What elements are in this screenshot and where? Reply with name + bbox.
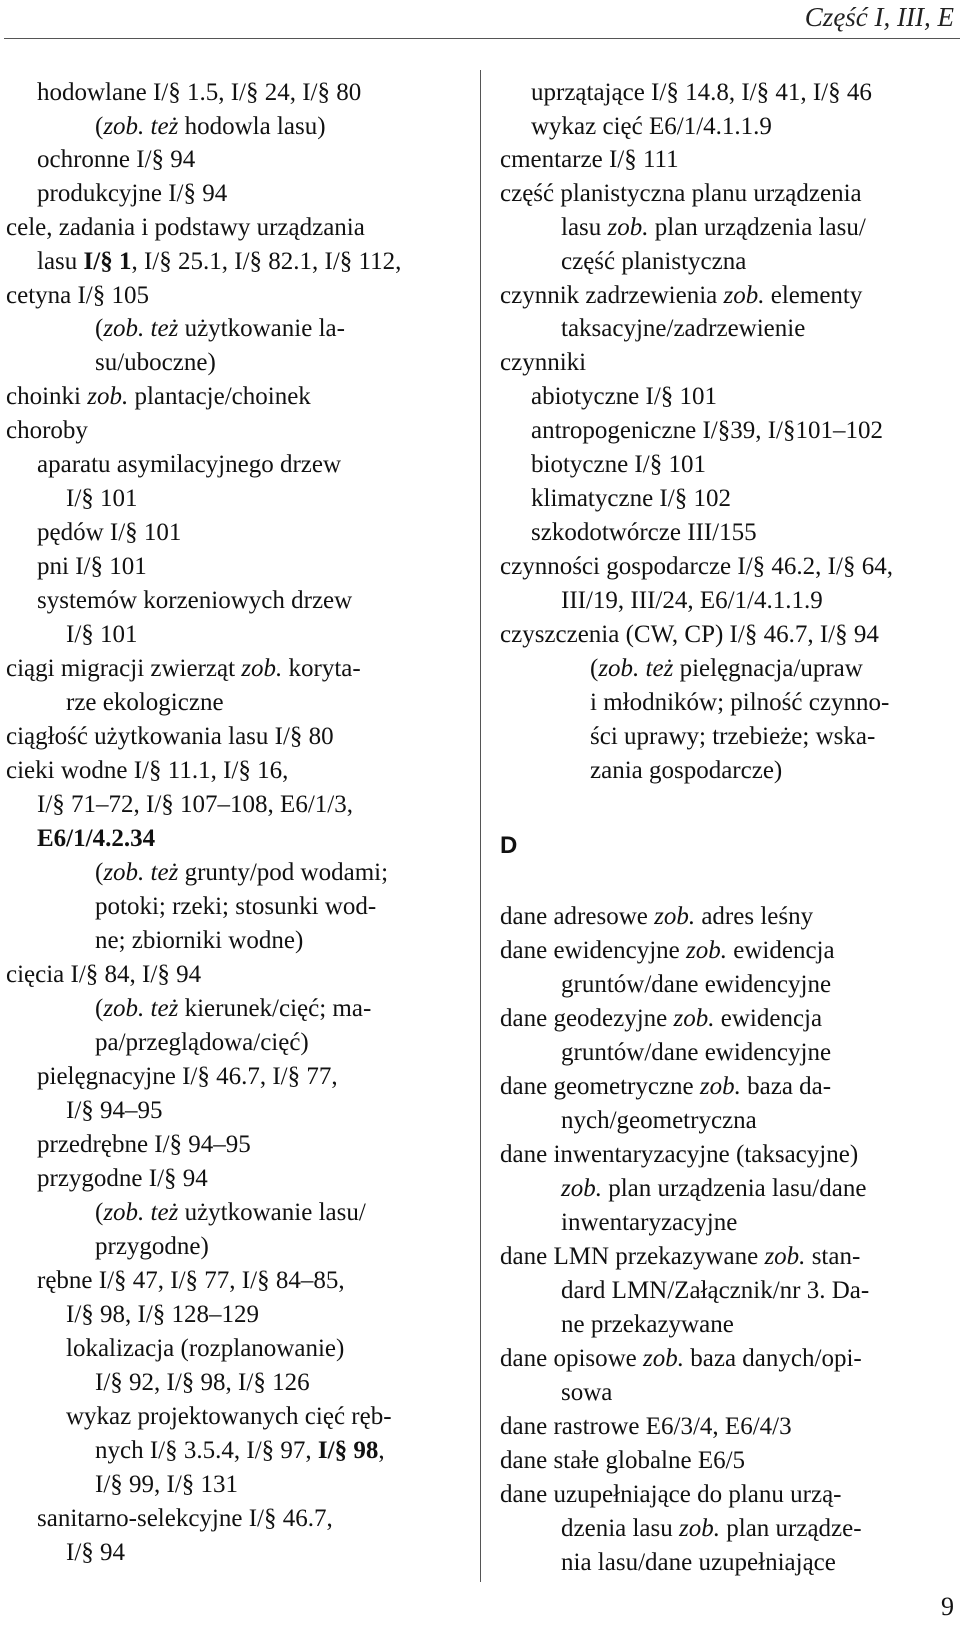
index-entry-line: I/§ 99, I/§ 131 <box>95 1471 239 1498</box>
index-entry-line: choroby <box>6 417 88 444</box>
index-entry-line: czyszczenia (CW, CP) I/§ 46.7, I/§ 94 <box>500 621 879 648</box>
section-letter: D <box>500 832 518 859</box>
index-entry-line: hodowlane I/§ 1.5, I/§ 24, I/§ 80 <box>37 79 362 106</box>
index-entry-line: dane ewidencyjne zob. ewidencja <box>500 937 835 964</box>
index-entry-line: I/§ 94–95 <box>66 1097 163 1124</box>
index-entry-line: su/uboczne) <box>95 349 216 376</box>
index-entry-line: dane adresowe zob. adres leśny <box>500 903 814 930</box>
index-entry-line: lasu I/§ 1, I/§ 25.1, I/§ 82.1, I/§ 112, <box>37 248 402 275</box>
index-entry-line: gruntów/dane ewidencyjne <box>561 971 832 998</box>
page-header <box>0 0 960 40</box>
index-entry-line: aparatu asymilacyjnego drzew <box>37 451 342 478</box>
index-entry-line: produkcyjne I/§ 94 <box>37 180 228 207</box>
index-entry-line: I/§ 92, I/§ 98, I/§ 126 <box>95 1369 310 1396</box>
index-entry-line: i młodników; pilność czynno- <box>590 689 890 716</box>
index-entry-line: ciągłość użytkowania lasu I/§ 80 <box>6 723 334 750</box>
index-entry-line: pielęgnacyjne I/§ 46.7, I/§ 77, <box>37 1063 338 1090</box>
index-entry-line: dane geometryczne zob. baza da- <box>500 1073 832 1100</box>
index-entry-line: czynniki <box>500 349 587 376</box>
index-entry-line: dane geodezyjne zob. ewidencja <box>500 1005 823 1032</box>
index-entry-line: cięcia I/§ 84, I/§ 94 <box>6 961 202 988</box>
index-entry-line: gruntów/dane ewidencyjne <box>561 1039 832 1066</box>
index-entry-line: dard LMN/Załącznik/nr 3. Da- <box>561 1277 870 1304</box>
index-entry-line: dane opisowe zob. baza danych/opi- <box>500 1345 862 1372</box>
index-entry-line: (zob. też pielęgnacja/upraw <box>590 655 863 682</box>
index-entry-line: pa/przeglądowa/cięć) <box>95 1029 309 1056</box>
index-entry-line: nia lasu/dane uzupełniające <box>561 1549 836 1576</box>
index-entry-line: lokalizacja (rozplanowanie) <box>66 1335 345 1362</box>
index-entry-line: dane inwentaryzacyjne (taksacyjne) <box>500 1141 859 1168</box>
index-entry-line: dane uzupełniające do planu urzą- <box>500 1481 842 1508</box>
index-entry-line: I/§ 94 <box>66 1539 126 1566</box>
index-entry-line: wykaz projektowanych cięć ręb- <box>66 1403 392 1430</box>
index-entry-line: cetyna I/§ 105 <box>6 282 150 309</box>
index-entry-line: (zob. też kierunek/cięć; ma- <box>95 995 372 1022</box>
index-entry-line: pni I/§ 101 <box>37 553 147 580</box>
index-entry-line: czynności gospodarcze I/§ 46.2, I/§ 64, <box>500 553 893 580</box>
index-entry-line: choinki zob. plantacje/choinek <box>6 383 311 410</box>
index-entry-line: potoki; rzeki; stosunki wod- <box>95 893 377 920</box>
index-entry-line: ochronne I/§ 94 <box>37 146 196 173</box>
index-entry-line: (zob. też użytkowanie la- <box>95 315 345 342</box>
header-title: Część I, III, E <box>804 2 954 32</box>
index-entry-line: antropogeniczne I/§39, I/§101–102 <box>531 417 883 444</box>
index-entry-line: ści uprawy; trzebieże; wska- <box>590 723 876 750</box>
index-entry-line: przygodne I/§ 94 <box>37 1165 208 1192</box>
index-entry-line: sowa <box>561 1379 613 1406</box>
index-entry-line: sanitarno-selekcyjne I/§ 46.7, <box>37 1505 333 1532</box>
index-entry-line: czynnik zadrzewienia zob. elementy <box>500 282 863 309</box>
header-rule <box>4 38 960 39</box>
index-entry-line: zob. plan urządzenia lasu/dane <box>561 1175 867 1202</box>
index-entry-line: nych I/§ 3.5.4, I/§ 97, I/§ 98, <box>95 1437 385 1464</box>
index-entry-line: ne przekazywane <box>561 1311 734 1338</box>
index-entry-line: dane LMN przekazywane zob. stan- <box>500 1243 861 1270</box>
index-entry-line: dane stałe globalne E6/5 <box>500 1447 746 1474</box>
index-entry-line: taksacyjne/zadrzewienie <box>561 315 806 342</box>
index-entry-line: ciągi migracji zwierząt zob. koryta- <box>6 655 361 682</box>
index-entry-line: I/§ 71–72, I/§ 107–108, E6/1/3, <box>37 791 353 818</box>
index-entry-line: uprzątające I/§ 14.8, I/§ 41, I/§ 46 <box>531 79 872 106</box>
column-divider <box>480 70 481 1582</box>
index-entry-line: szkodotwórcze III/155 <box>531 519 757 546</box>
index-entry-line: I/§ 101 <box>66 485 138 512</box>
index-entry-line: wykaz cięć E6/1/4.1.1.9 <box>531 113 772 140</box>
index-entry-line: (zob. też hodowla lasu) <box>95 113 326 140</box>
index-entry-line: pędów I/§ 101 <box>37 519 182 546</box>
page-number: 9 <box>941 1592 954 1621</box>
index-entry-line: (zob. też grunty/pod wodami; <box>95 859 389 886</box>
index-entry-line: E6/1/4.2.34 <box>37 825 156 852</box>
index-entry-line: rębne I/§ 47, I/§ 77, I/§ 84–85, <box>37 1267 345 1294</box>
index-entry-line: I/§ 101 <box>66 621 138 648</box>
index-entry-line: część planistyczna <box>561 248 747 275</box>
index-entry-line: rze ekologiczne <box>66 689 224 716</box>
index-entry-line: cieki wodne I/§ 11.1, I/§ 16, <box>6 757 289 784</box>
index-entry-line: dzenia lasu zob. plan urządze- <box>561 1515 862 1542</box>
index-entry-line: III/19, III/24, E6/1/4.1.1.9 <box>561 587 823 614</box>
index-entry-line: zania gospodarcze) <box>590 757 783 784</box>
index-entry-line: cele, zadania i podstawy urządzania <box>6 214 365 241</box>
index-entry-line: ne; zbiorniki wodne) <box>95 927 304 954</box>
index-entry-line: cmentarze I/§ 111 <box>500 146 679 173</box>
index-entry-line: klimatyczne I/§ 102 <box>531 485 731 512</box>
index-entry-line: przedrębne I/§ 94–95 <box>37 1131 251 1158</box>
index-entry-line: nych/geometryczna <box>561 1107 757 1134</box>
index-entry-line: lasu zob. plan urządzenia lasu/ <box>561 214 866 241</box>
index-entry-line: (zob. też użytkowanie lasu/ <box>95 1199 366 1226</box>
index-entry-line: abiotyczne I/§ 101 <box>531 383 718 410</box>
index-entry-line: część planistyczna planu urządzenia <box>500 180 862 207</box>
index-entry-line: systemów korzeniowych drzew <box>37 587 353 614</box>
index-entry-line: biotyczne I/§ 101 <box>531 451 706 478</box>
index-entry-line: dane rastrowe E6/3/4, E6/4/3 <box>500 1413 792 1440</box>
index-entry-line: inwentaryzacyjne <box>561 1209 738 1236</box>
index-entry-line: przygodne) <box>95 1233 209 1260</box>
index-entry-line: I/§ 98, I/§ 128–129 <box>66 1301 260 1328</box>
